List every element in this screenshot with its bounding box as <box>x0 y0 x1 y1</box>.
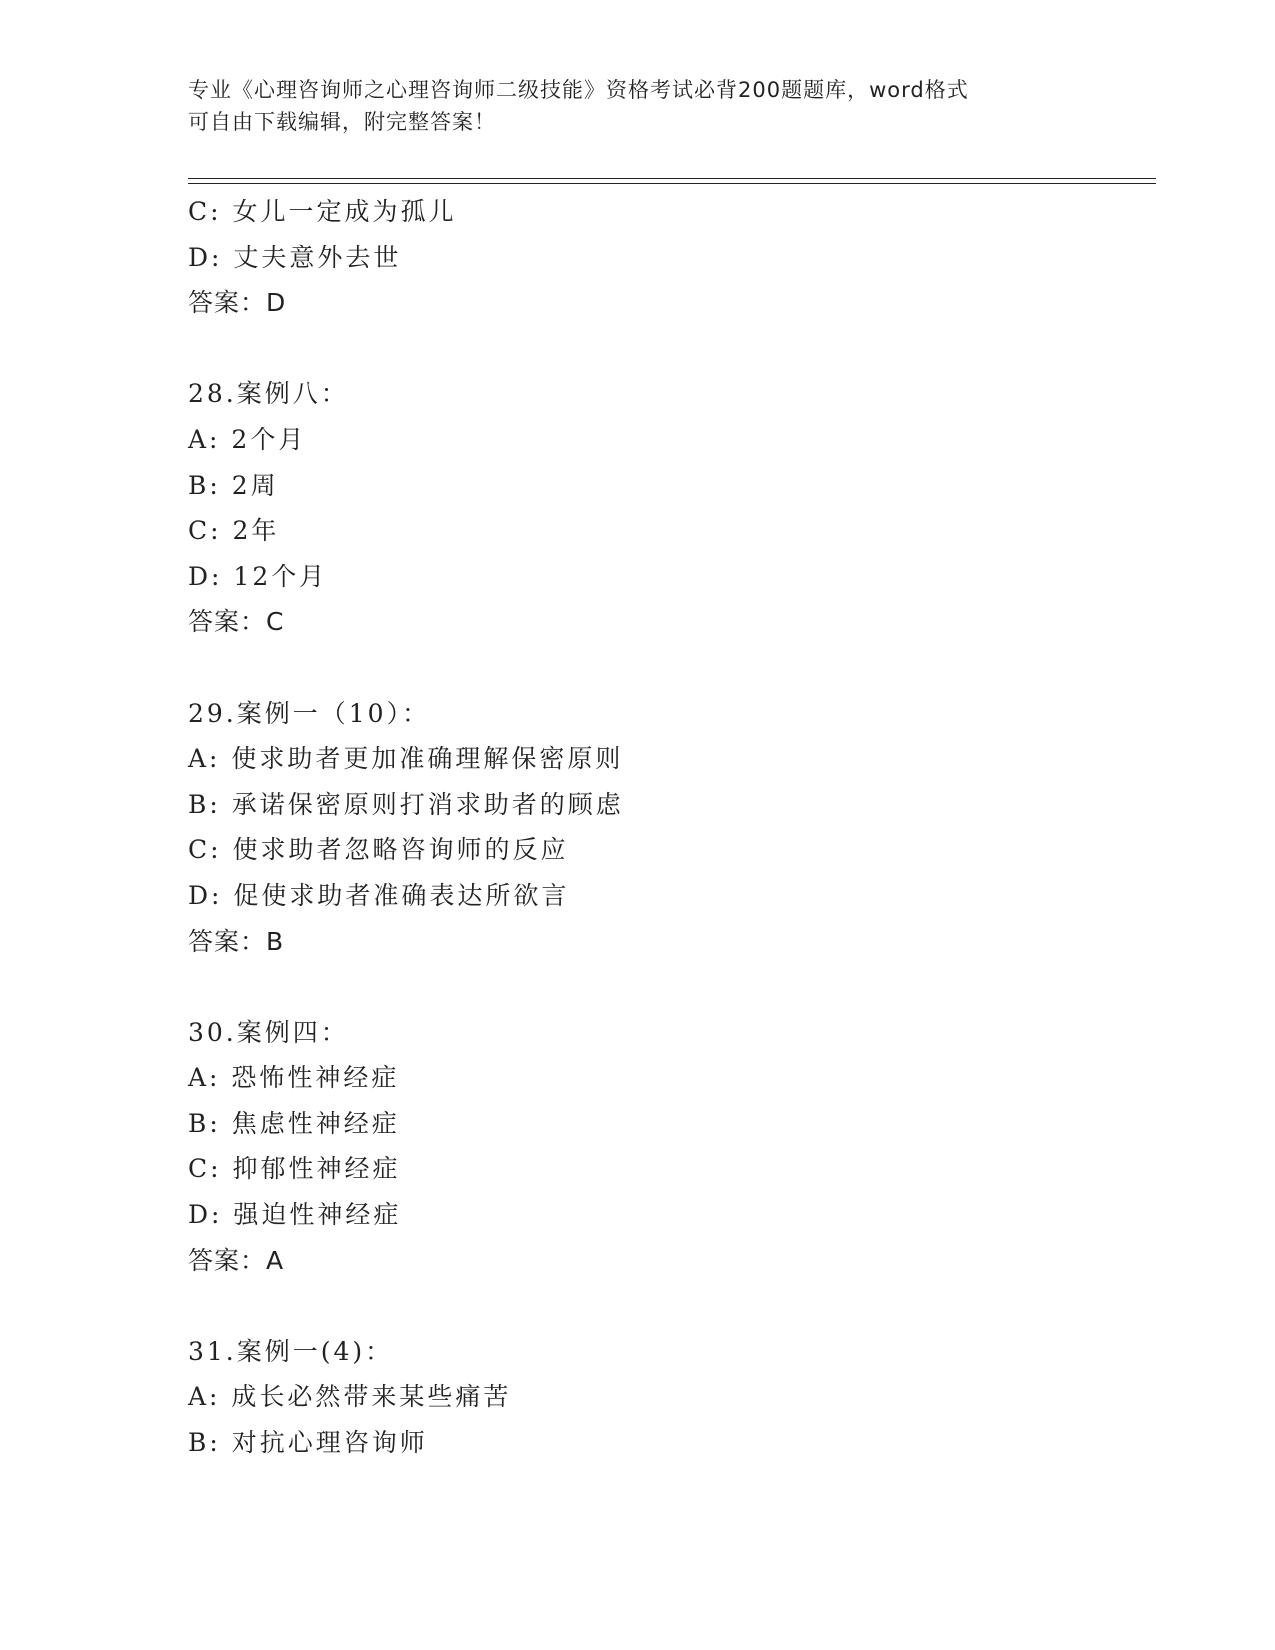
option-d: D: 12个月 <box>188 561 328 591</box>
question-list <box>188 189 1148 1466</box>
question-title: 29.案例一（10）： <box>188 698 431 728</box>
question-block-31 <box>188 1329 1148 1466</box>
question-title: 31.案例一(4)： <box>188 1336 394 1366</box>
document-header <box>188 74 1088 138</box>
option-c: C: 使求助者忽略咨询师的反应 <box>188 835 569 865</box>
header-divider-bottom <box>188 183 1156 184</box>
option-a: A: 使求助者更加准确理解保密原则 <box>188 744 624 774</box>
option-b: B: 焦虑性神经症 <box>188 1108 400 1138</box>
question-block-30 <box>188 1010 1148 1284</box>
header-line-1: 专业《心理咨询师之心理咨询师二级技能》资格考试必背200题题库，word格式 <box>188 78 969 102</box>
option-b: B: 对抗心理咨询师 <box>188 1428 428 1458</box>
question-block-partial <box>188 189 1148 326</box>
answer-line: 答案：B <box>188 926 285 956</box>
option-a: A: 成长必然带来某些痛苦 <box>188 1382 512 1412</box>
spacer <box>188 326 1148 372</box>
option-d: D: 丈夫意外去世 <box>188 242 402 272</box>
question-block-29 <box>188 691 1148 965</box>
option-c: C: 抑郁性神经症 <box>188 1154 401 1184</box>
question-title: 30.案例四： <box>188 1017 349 1047</box>
option-a: A: 恐怖性神经症 <box>188 1063 400 1093</box>
header-line-2: 可自由下载编辑，附完整答案！ <box>188 110 496 134</box>
spacer <box>188 964 1148 1010</box>
question-title: 28.案例八： <box>188 379 349 409</box>
option-b: B: 2周 <box>188 470 279 500</box>
option-b: B: 承诺保密原则打消求助者的顾虑 <box>188 789 624 819</box>
option-c: C: 女儿一定成为孤儿 <box>188 197 457 226</box>
answer-line: 答案：C <box>188 607 285 637</box>
option-a: A: 2个月 <box>188 424 307 454</box>
option-c: C: 2年 <box>188 516 280 546</box>
answer-line: 答案：A <box>188 1245 285 1275</box>
option-d: D: 强迫性神经症 <box>188 1200 402 1230</box>
option-d: D: 促使求助者准确表达所欲言 <box>188 880 570 910</box>
answer-line: 答案：D <box>188 288 287 318</box>
header-divider-top <box>188 178 1156 179</box>
spacer <box>188 645 1148 691</box>
spacer <box>188 1283 1148 1329</box>
question-block-28 <box>188 371 1148 645</box>
